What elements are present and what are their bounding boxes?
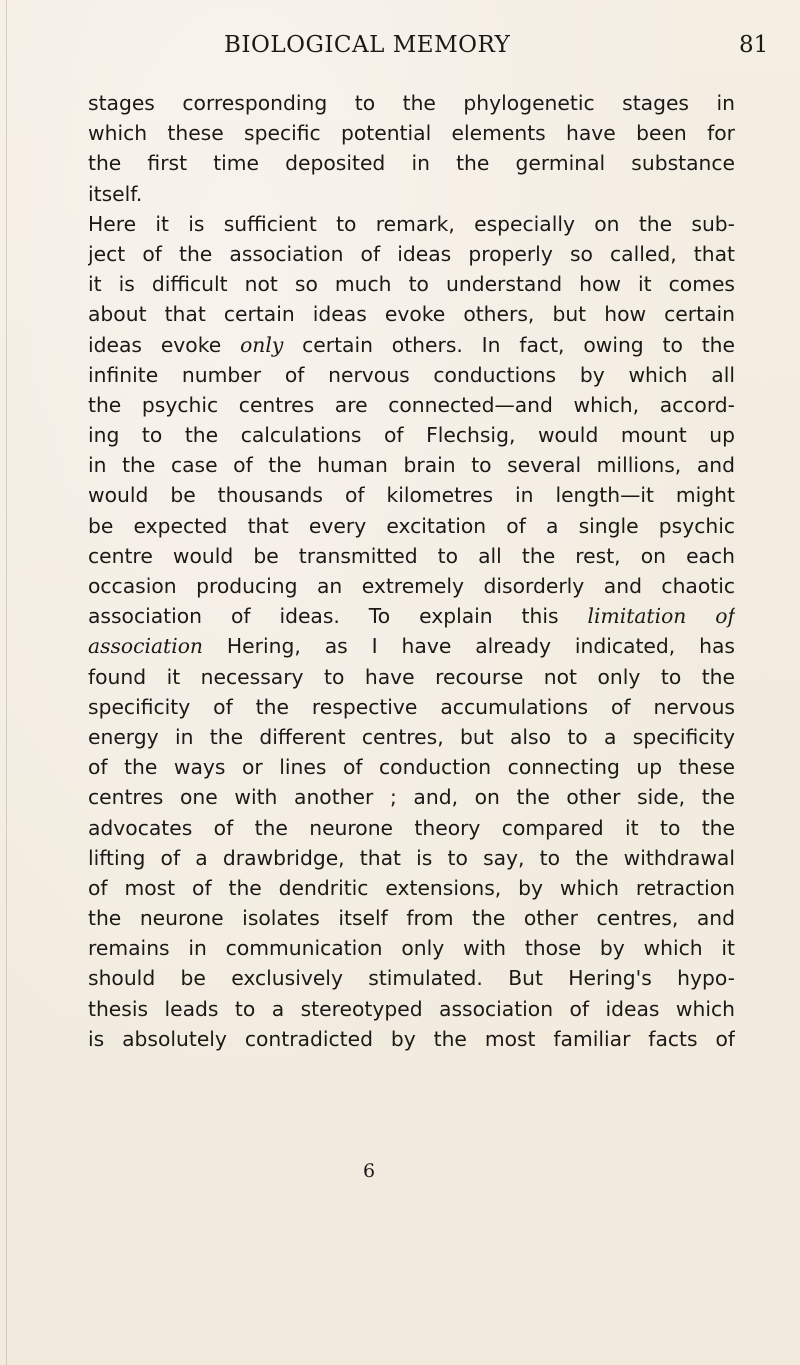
page-header bbox=[0, 32, 800, 72]
text-segment: would be thousands of kilometres in length—it might bbox=[88, 483, 735, 508]
text-line bbox=[88, 330, 735, 360]
signature-number: 6 bbox=[363, 1160, 376, 1182]
text-segment: the neurone isolates itself from the other centres, and bbox=[88, 906, 735, 931]
italic-phrase: association bbox=[88, 634, 203, 659]
text-segment: ject of the association of ideas properly so called, that bbox=[88, 241, 735, 266]
text-segment: thesis leads to a stereotyped association of ideas which bbox=[88, 996, 735, 1021]
body-text bbox=[88, 88, 735, 1054]
text-segment: centre would be transmitted to all the rest, on each bbox=[88, 543, 735, 568]
text-segment: association of ideas. To explain this bbox=[88, 604, 588, 629]
text-line bbox=[88, 843, 735, 873]
text-line bbox=[88, 390, 735, 420]
text-line bbox=[88, 903, 735, 933]
text-segment: ideas evoke bbox=[88, 332, 241, 357]
text-segment: energy in the different centres, but also to a specificity bbox=[88, 724, 735, 749]
text-line bbox=[88, 541, 735, 571]
text-line bbox=[88, 631, 735, 661]
text-line bbox=[88, 179, 735, 209]
text-segment: be expected that every excitation of a single psychic bbox=[88, 513, 735, 538]
text-segment: should be exclusively stimulated. But Hering's hypo- bbox=[88, 966, 735, 991]
text-segment: occasion producing an extremely disorderly and chaotic bbox=[88, 574, 735, 598]
text-line bbox=[88, 88, 735, 118]
text-segment: stages corresponding to the phylogenetic stages in bbox=[88, 91, 735, 115]
text-line bbox=[88, 209, 735, 239]
text-line bbox=[88, 420, 735, 450]
text-line bbox=[88, 873, 735, 903]
text-line bbox=[88, 511, 735, 541]
text-segment: centres one with another ; and, on the other side, the bbox=[88, 785, 735, 810]
text-segment: of the ways or lines of conduction connecting up these bbox=[88, 755, 735, 780]
text-line bbox=[88, 450, 735, 480]
text-segment: Hering, as I have already indicated, has bbox=[202, 634, 735, 659]
text-segment: advocates of the neurone theory compared it to the bbox=[88, 815, 735, 840]
italic-phrase: only bbox=[240, 332, 284, 357]
italic-phrase: limitation of bbox=[587, 604, 735, 629]
text-segment: is absolutely contradicted by the most familiar facts of bbox=[88, 1026, 735, 1051]
text-line bbox=[88, 1024, 735, 1054]
text-line bbox=[88, 571, 735, 601]
text-line bbox=[88, 601, 735, 631]
text-segment: itself. bbox=[88, 181, 143, 206]
text-line bbox=[88, 933, 735, 963]
text-segment: which these specific potential elements have been for bbox=[88, 121, 735, 146]
text-segment: specificity of the respective accumulations of nervous bbox=[88, 694, 735, 719]
text-segment: lifting of a drawbridge, that is to say, to the withdrawal bbox=[88, 845, 735, 870]
text-line bbox=[88, 148, 735, 178]
text-segment: the first time deposited in the germinal substance bbox=[88, 151, 735, 176]
text-line bbox=[88, 692, 735, 722]
text-line bbox=[88, 752, 735, 782]
text-line bbox=[88, 722, 735, 752]
page-number: 81 bbox=[739, 32, 769, 58]
text-segment: of most of the dendritic extensions, by which retraction bbox=[88, 875, 735, 900]
text-segment: in the case of the human brain to several millions, and bbox=[88, 453, 735, 478]
text-line bbox=[88, 118, 735, 148]
text-segment: certain others. In fact, owing to the bbox=[283, 332, 735, 357]
text-line bbox=[88, 994, 735, 1024]
text-segment: about that certain ideas evoke others, but how certain bbox=[88, 302, 735, 327]
text-line bbox=[88, 239, 735, 269]
text-segment: ing to the calculations of Flechsig, would mount up bbox=[88, 423, 735, 448]
text-line bbox=[88, 782, 735, 812]
text-line bbox=[88, 963, 735, 993]
text-line bbox=[88, 299, 735, 329]
text-segment: Here it is sufficient to remark, especially on the sub- bbox=[88, 211, 735, 236]
text-line bbox=[88, 662, 735, 692]
text-segment: the psychic centres are connected—and which, accord- bbox=[88, 392, 735, 417]
text-segment: remains in communication only with those by which it bbox=[88, 936, 735, 961]
text-line bbox=[88, 480, 735, 510]
text-segment: found it necessary to have recourse not only to the bbox=[88, 664, 735, 689]
text-line bbox=[88, 813, 735, 843]
page-gutter-edge bbox=[6, 0, 7, 1365]
text-line bbox=[88, 269, 735, 299]
text-line bbox=[88, 360, 735, 390]
text-segment: infinite number of nervous conductions by which all bbox=[88, 362, 735, 387]
text-segment: it is difficult not so much to understand how it comes bbox=[88, 272, 735, 297]
running-title: BIOLOGICAL MEMORY bbox=[224, 32, 511, 58]
